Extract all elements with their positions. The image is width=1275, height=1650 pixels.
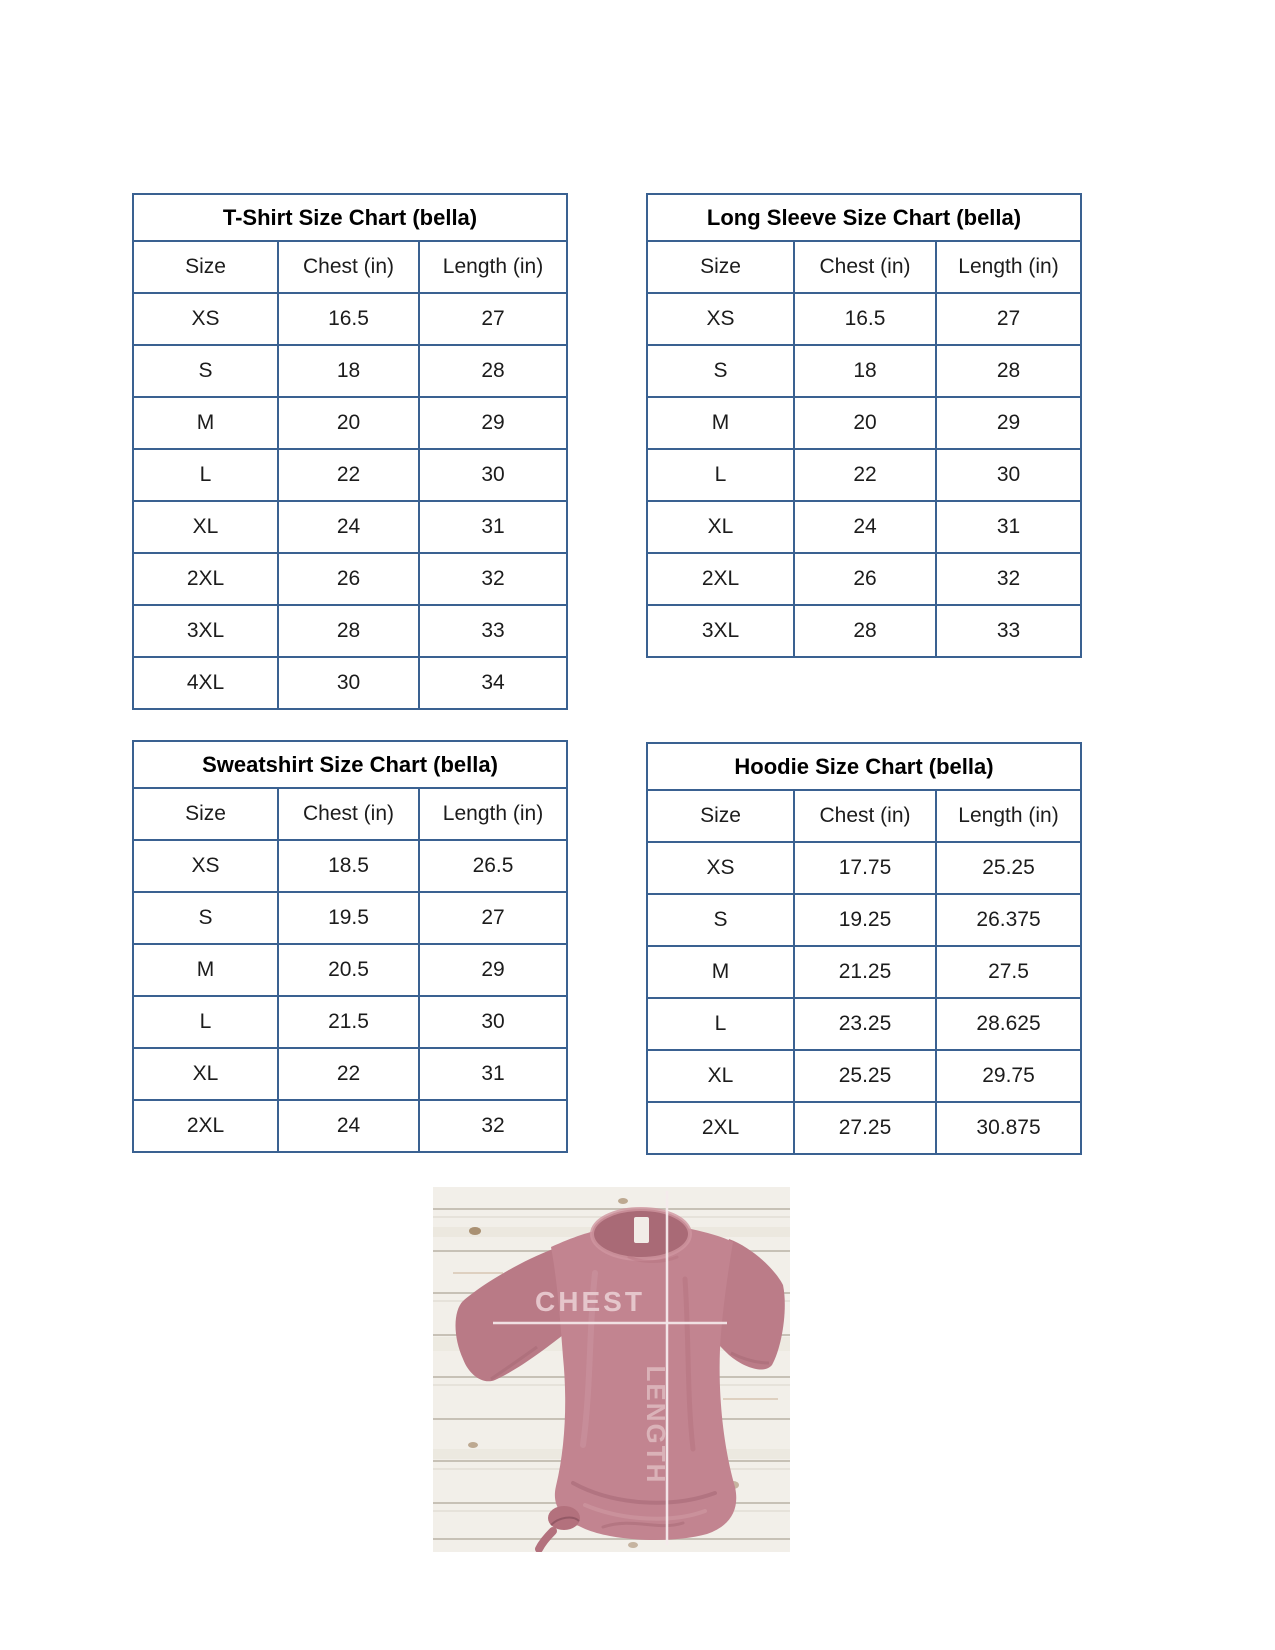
table-cell: S bbox=[133, 345, 278, 397]
table-header-row bbox=[647, 790, 1081, 842]
table-row bbox=[133, 944, 567, 996]
table-header-row bbox=[133, 788, 567, 840]
table-cell: L bbox=[647, 998, 794, 1050]
table-cell: L bbox=[133, 996, 278, 1048]
table-cell: 19.25 bbox=[794, 894, 936, 946]
table-cell: 33 bbox=[936, 605, 1081, 657]
table-cell: 24 bbox=[278, 1100, 419, 1152]
table-row bbox=[133, 397, 567, 449]
table-cell: 18 bbox=[278, 345, 419, 397]
table-cell: 26 bbox=[794, 553, 936, 605]
table-row bbox=[647, 998, 1081, 1050]
table-cell: XL bbox=[647, 501, 794, 553]
table-cell: 24 bbox=[794, 501, 936, 553]
column-header-chest: Chest (in) bbox=[794, 241, 936, 293]
longsleeve-size-chart-table bbox=[646, 193, 1082, 658]
column-header-length: Length (in) bbox=[419, 788, 567, 840]
table-cell: 30 bbox=[936, 449, 1081, 501]
table-cell: 20 bbox=[794, 397, 936, 449]
table-cell: 28 bbox=[278, 605, 419, 657]
table-cell: 17.75 bbox=[794, 842, 936, 894]
table-cell: XL bbox=[133, 1048, 278, 1100]
table-cell: 18 bbox=[794, 345, 936, 397]
table-row bbox=[647, 449, 1081, 501]
column-header-chest: Chest (in) bbox=[278, 788, 419, 840]
table-cell: XS bbox=[133, 840, 278, 892]
tshirt-photo-graphic bbox=[433, 1187, 790, 1552]
table-row bbox=[133, 1100, 567, 1152]
table-cell: 32 bbox=[419, 553, 567, 605]
table-title-row bbox=[647, 743, 1081, 790]
table-cell: 21.25 bbox=[794, 946, 936, 998]
table-cell: 30 bbox=[419, 449, 567, 501]
table-cell: 30.875 bbox=[936, 1102, 1081, 1154]
table-cell: XL bbox=[647, 1050, 794, 1102]
column-header-size: Size bbox=[647, 790, 794, 842]
table-row bbox=[647, 553, 1081, 605]
table-cell: 32 bbox=[419, 1100, 567, 1152]
table-title-row bbox=[647, 194, 1081, 241]
table-cell: 26 bbox=[278, 553, 419, 605]
table-row bbox=[647, 842, 1081, 894]
table-cell: 28 bbox=[936, 345, 1081, 397]
table-cell: 22 bbox=[794, 449, 936, 501]
table-row bbox=[647, 397, 1081, 449]
table-row bbox=[133, 657, 567, 709]
tshirt-size-chart-table bbox=[132, 193, 568, 710]
table-cell: XS bbox=[647, 293, 794, 345]
chest-label: CHEST bbox=[535, 1286, 645, 1317]
collar bbox=[592, 1209, 690, 1259]
table-cell: 30 bbox=[419, 996, 567, 1048]
neck-tag bbox=[634, 1217, 649, 1243]
table-cell: 29 bbox=[419, 944, 567, 996]
table-cell: 32 bbox=[936, 553, 1081, 605]
table-row bbox=[647, 345, 1081, 397]
table-row bbox=[133, 345, 567, 397]
table-cell: 26.5 bbox=[419, 840, 567, 892]
table-row bbox=[647, 605, 1081, 657]
table-row bbox=[647, 501, 1081, 553]
table-cell: 34 bbox=[419, 657, 567, 709]
table-cell: 18.5 bbox=[278, 840, 419, 892]
table-cell: 28.625 bbox=[936, 998, 1081, 1050]
table-cell: 31 bbox=[419, 501, 567, 553]
table-cell: 20 bbox=[278, 397, 419, 449]
table-cell: 31 bbox=[419, 1048, 567, 1100]
table-row bbox=[647, 946, 1081, 998]
table-cell: 25.25 bbox=[936, 842, 1081, 894]
table-cell: 3XL bbox=[133, 605, 278, 657]
table-row bbox=[133, 996, 567, 1048]
table-cell: 16.5 bbox=[278, 293, 419, 345]
table-row bbox=[133, 892, 567, 944]
table-cell: 27 bbox=[936, 293, 1081, 345]
table-cell: 29 bbox=[936, 397, 1081, 449]
table-cell: L bbox=[647, 449, 794, 501]
table-cell: L bbox=[133, 449, 278, 501]
table-cell: 28 bbox=[419, 345, 567, 397]
column-header-length: Length (in) bbox=[936, 241, 1081, 293]
table-cell: 27 bbox=[419, 293, 567, 345]
tshirt-measurement-photo bbox=[433, 1187, 790, 1552]
table-row bbox=[647, 1050, 1081, 1102]
table-cell: 21.5 bbox=[278, 996, 419, 1048]
column-header-size: Size bbox=[133, 241, 278, 293]
column-header-length: Length (in) bbox=[936, 790, 1081, 842]
table-row bbox=[133, 605, 567, 657]
table-row bbox=[133, 293, 567, 345]
table-cell: 31 bbox=[936, 501, 1081, 553]
table-header-row bbox=[647, 241, 1081, 293]
table-cell: 4XL bbox=[133, 657, 278, 709]
table-row bbox=[133, 840, 567, 892]
table-cell: 25.25 bbox=[794, 1050, 936, 1102]
table-cell: 19.5 bbox=[278, 892, 419, 944]
table-cell: XS bbox=[133, 293, 278, 345]
table-cell: S bbox=[133, 892, 278, 944]
table-title: T-Shirt Size Chart (bella) bbox=[133, 194, 567, 241]
table-cell: 22 bbox=[278, 1048, 419, 1100]
column-header-size: Size bbox=[133, 788, 278, 840]
table-cell: 24 bbox=[278, 501, 419, 553]
table-title: Sweatshirt Size Chart (bella) bbox=[133, 741, 567, 788]
table-cell: S bbox=[647, 894, 794, 946]
table-cell: 33 bbox=[419, 605, 567, 657]
table-cell: 27.5 bbox=[936, 946, 1081, 998]
table-cell: 22 bbox=[278, 449, 419, 501]
table-cell: XL bbox=[133, 501, 278, 553]
table-cell: M bbox=[647, 946, 794, 998]
table-row bbox=[133, 553, 567, 605]
hoodie-size-chart-table bbox=[646, 742, 1082, 1155]
sweatshirt-size-chart-table bbox=[132, 740, 568, 1153]
table-cell: S bbox=[647, 345, 794, 397]
table-cell: 2XL bbox=[133, 1100, 278, 1152]
table-cell: 3XL bbox=[647, 605, 794, 657]
column-header-chest: Chest (in) bbox=[278, 241, 419, 293]
table-cell: 27.25 bbox=[794, 1102, 936, 1154]
table-cell: 29.75 bbox=[936, 1050, 1081, 1102]
table-cell: XS bbox=[647, 842, 794, 894]
table-cell: 20.5 bbox=[278, 944, 419, 996]
table-cell: 29 bbox=[419, 397, 567, 449]
table-header-row bbox=[133, 241, 567, 293]
table-cell: 16.5 bbox=[794, 293, 936, 345]
table-row bbox=[133, 501, 567, 553]
table-cell: M bbox=[647, 397, 794, 449]
table-cell: 2XL bbox=[647, 553, 794, 605]
table-cell: M bbox=[133, 397, 278, 449]
table-title: Long Sleeve Size Chart (bella) bbox=[647, 194, 1081, 241]
table-title-row bbox=[133, 194, 567, 241]
table-cell: 28 bbox=[794, 605, 936, 657]
column-header-length: Length (in) bbox=[419, 241, 567, 293]
table-cell: M bbox=[133, 944, 278, 996]
table-row bbox=[647, 894, 1081, 946]
table-cell: 2XL bbox=[133, 553, 278, 605]
table-row bbox=[133, 449, 567, 501]
table-title-row bbox=[133, 741, 567, 788]
column-header-chest: Chest (in) bbox=[794, 790, 936, 842]
table-cell: 30 bbox=[278, 657, 419, 709]
table-cell: 2XL bbox=[647, 1102, 794, 1154]
table-title: Hoodie Size Chart (bella) bbox=[647, 743, 1081, 790]
table-cell: 23.25 bbox=[794, 998, 936, 1050]
table-row bbox=[647, 1102, 1081, 1154]
table-cell: 26.375 bbox=[936, 894, 1081, 946]
table-cell: 27 bbox=[419, 892, 567, 944]
column-header-size: Size bbox=[647, 241, 794, 293]
length-label: LENGTH bbox=[641, 1365, 671, 1485]
table-row bbox=[133, 1048, 567, 1100]
table-row bbox=[647, 293, 1081, 345]
